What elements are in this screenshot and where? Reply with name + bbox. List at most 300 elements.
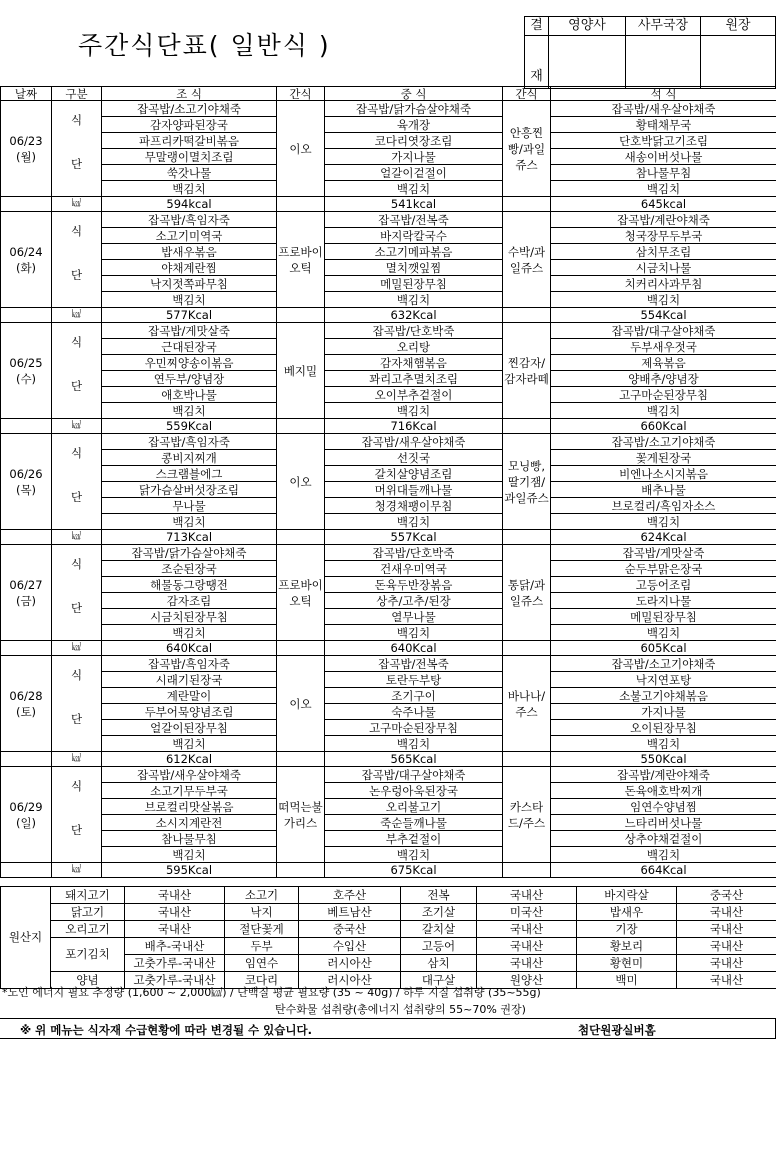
menu-row <box>1 466 776 482</box>
origin-cell: 백미 <box>577 972 677 989</box>
lunch-item: 메밀된장무침 <box>325 276 503 292</box>
dinner-item: 잡곡밥/계란야채죽 <box>551 212 776 228</box>
dinner-kcal: 550Kcal <box>551 752 776 767</box>
category-meal-bottom: 단 <box>70 268 83 282</box>
header-lunch: 중 식 <box>325 87 503 101</box>
menu-row <box>1 149 776 165</box>
breakfast-kcal: 559Kcal <box>102 419 277 434</box>
origin-cell: 국내산 <box>677 938 776 955</box>
dinner-item: 백김치 <box>551 625 776 641</box>
breakfast-item: 애호박나물 <box>102 387 277 403</box>
category-cell <box>52 545 102 641</box>
origin-cell: 국내산 <box>677 904 776 921</box>
menu-row <box>1 577 776 593</box>
dinner-item: 잡곡밥/소고기야채죽 <box>551 656 776 672</box>
kcal-label: ㎉ <box>52 863 102 878</box>
day-weekday: (수) <box>15 371 37 386</box>
day-cell-kcal-blank <box>1 752 52 767</box>
origin-cell: 코다리 <box>225 972 299 989</box>
menu-row <box>1 514 776 530</box>
lunch-kcal: 675Kcal <box>325 863 503 878</box>
approval-sign-director[interactable] <box>701 36 776 89</box>
menu-row <box>1 672 776 688</box>
origin-cell: 고등어 <box>401 938 477 955</box>
breakfast-item: 낙지젓쪽파무침 <box>102 276 277 292</box>
menu-row <box>1 355 776 371</box>
snack1-item: 프로바이오틱 <box>277 545 325 641</box>
snack1-item: 베지밀 <box>277 323 325 419</box>
dinner-kcal: 660Kcal <box>551 419 776 434</box>
approval-role-director: 원장 <box>701 17 776 36</box>
day-cell-kcal-blank <box>1 308 52 323</box>
lunch-item: 가지나물 <box>325 149 503 165</box>
menu-row <box>1 244 776 260</box>
breakfast-item: 소고기미역국 <box>102 228 277 244</box>
menu-row <box>1 815 776 831</box>
dinner-kcal: 645kcal <box>551 197 776 212</box>
kcal-label: ㎉ <box>52 752 102 767</box>
category-cell <box>52 212 102 308</box>
dinner-item: 백김치 <box>551 847 776 863</box>
breakfast-item: 브로컬리맛살볶음 <box>102 799 277 815</box>
snack1-item: 이오 <box>277 434 325 530</box>
dinner-item: 백김치 <box>551 292 776 308</box>
category-meal-top: 식 <box>70 557 83 571</box>
menu-row <box>1 498 776 514</box>
approval-sign-office-manager[interactable] <box>626 36 701 89</box>
lunch-item: 오이부추겉절이 <box>325 387 503 403</box>
lunch-kcal: 565Kcal <box>325 752 503 767</box>
menu-row <box>1 799 776 815</box>
lunch-item: 오리불고기 <box>325 799 503 815</box>
snack2-item: 찐감자/감자라떼 <box>503 323 551 419</box>
lunch-item: 조기구이 <box>325 688 503 704</box>
menu-header-row <box>1 87 776 101</box>
snack1-kcal-blank <box>277 197 325 212</box>
breakfast-item: 잡곡밥/새우살야채죽 <box>102 767 277 783</box>
lunch-item: 고구마순된장무침 <box>325 720 503 736</box>
kcal-label: ㎉ <box>52 641 102 656</box>
kcal-row <box>1 419 776 434</box>
header-date: 날짜 <box>1 87 52 101</box>
breakfast-item: 무말랭이멸치조림 <box>102 149 277 165</box>
dinner-item: 백김치 <box>551 403 776 419</box>
lunch-item: 백김치 <box>325 625 503 641</box>
origin-cell: 미국산 <box>477 904 577 921</box>
breakfast-item: 근대된장국 <box>102 339 277 355</box>
lunch-item: 소고기메파볶음 <box>325 244 503 260</box>
snack2-kcal-blank <box>503 752 551 767</box>
menu-row <box>1 450 776 466</box>
category-spacer <box>52 238 101 268</box>
lunch-item: 잡곡밥/전복죽 <box>325 656 503 672</box>
dinner-item: 오이된장무침 <box>551 720 776 736</box>
breakfast-item: 백김치 <box>102 514 277 530</box>
origin-cell: 호주산 <box>299 887 401 904</box>
dinner-item: 메밀된장무침 <box>551 609 776 625</box>
lunch-item: 잡곡밥/단호박죽 <box>325 323 503 339</box>
dinner-item: 잡곡밥/대구살야채죽 <box>551 323 776 339</box>
origin-cell: 닭고기 <box>51 904 125 921</box>
breakfast-kcal: 595Kcal <box>102 863 277 878</box>
menu-row <box>1 625 776 641</box>
dinner-item: 새송이버섯나물 <box>551 149 776 165</box>
menu-row <box>1 688 776 704</box>
breakfast-item: 소고기무두부국 <box>102 783 277 799</box>
menu-row <box>1 181 776 197</box>
lunch-item: 갈치살양념조림 <box>325 466 503 482</box>
origin-cell: 임연수 <box>225 955 299 972</box>
kcal-label: ㎉ <box>52 530 102 545</box>
dinner-item: 참나물무침 <box>551 165 776 181</box>
approval-label-top: 결 <box>525 17 549 36</box>
dinner-item: 삼치무조림 <box>551 244 776 260</box>
origin-cell: 전복 <box>401 887 477 904</box>
menu-row <box>1 228 776 244</box>
kcal-row <box>1 197 776 212</box>
origin-cell: 중국산 <box>677 887 776 904</box>
menu-row <box>1 831 776 847</box>
day-date: 06/24 <box>9 244 43 259</box>
breakfast-item: 잡곡밥/흑임자죽 <box>102 434 277 450</box>
category-spacer <box>52 682 101 712</box>
menu-row <box>1 323 776 339</box>
day-date: 06/28 <box>9 688 43 703</box>
menu-row <box>1 339 776 355</box>
breakfast-kcal: 640Kcal <box>102 641 277 656</box>
menu-row <box>1 387 776 403</box>
dinner-item: 낙지연포탕 <box>551 672 776 688</box>
lunch-item: 죽순들깨나물 <box>325 815 503 831</box>
dinner-item: 청국장무두부국 <box>551 228 776 244</box>
menu-row <box>1 260 776 276</box>
snack2-kcal-blank <box>503 530 551 545</box>
footer <box>0 1018 776 1039</box>
origin-cell: 원양산 <box>477 972 577 989</box>
dinner-item: 상추야채겉절이 <box>551 831 776 847</box>
snack1-item: 이오 <box>277 101 325 197</box>
menu-row <box>1 434 776 450</box>
dinner-item: 백김치 <box>551 736 776 752</box>
breakfast-item: 스크램블에그 <box>102 466 277 482</box>
snack1-kcal-blank <box>277 530 325 545</box>
lunch-item: 부추겉절이 <box>325 831 503 847</box>
dinner-item: 백김치 <box>551 514 776 530</box>
snack2-kcal-blank <box>503 641 551 656</box>
lunch-item: 숙주나물 <box>325 704 503 720</box>
lunch-kcal: 557Kcal <box>325 530 503 545</box>
lunch-item: 감자채햄볶음 <box>325 355 503 371</box>
snack2-kcal-blank <box>503 308 551 323</box>
lunch-item: 잡곡밥/닭가슴살야채죽 <box>325 101 503 117</box>
origin-cell: 돼지고기 <box>51 887 125 904</box>
lunch-item: 육개장 <box>325 117 503 133</box>
category-spacer <box>52 793 101 823</box>
category-meal-bottom: 단 <box>70 601 83 615</box>
day-date: 06/26 <box>9 466 43 481</box>
origin-cell: 배추-국내산 <box>125 938 225 955</box>
origin-cell: 국내산 <box>125 921 225 938</box>
origin-cell: 국내산 <box>677 955 776 972</box>
dinner-item: 도라지나물 <box>551 593 776 609</box>
menu-row <box>1 482 776 498</box>
breakfast-item: 백김치 <box>102 403 277 419</box>
dinner-item: 순두부맑은장국 <box>551 561 776 577</box>
breakfast-kcal: 577Kcal <box>102 308 277 323</box>
breakfast-item: 연두부/양념장 <box>102 371 277 387</box>
snack1-kcal-blank <box>277 863 325 878</box>
menu-change-notice: ※ 위 메뉴는 식자재 수급현황에 따라 변경될 수 있습니다. <box>20 1023 312 1037</box>
dinner-item: 돈육애호박찌개 <box>551 783 776 799</box>
category-meal-top: 식 <box>70 668 83 682</box>
day-weekday: (토) <box>15 704 37 719</box>
day-cell <box>1 545 52 641</box>
dinner-item: 시금치나물 <box>551 260 776 276</box>
dinner-item: 꽃게된장국 <box>551 450 776 466</box>
dinner-item: 고구마순된장무침 <box>551 387 776 403</box>
breakfast-item: 밥새우볶음 <box>102 244 277 260</box>
breakfast-item: 닭가슴살버섯장조림 <box>102 482 277 498</box>
origin-kimchi-label: 포기김치 <box>51 938 125 972</box>
menu-row <box>1 720 776 736</box>
snack1-item: 프로바이오틱 <box>277 212 325 308</box>
menu-row <box>1 403 776 419</box>
lunch-item: 논우렁아욱된장국 <box>325 783 503 799</box>
nutrition-note-line2: 탄수화물 섭취량(총에너지 섭취량의 55~70% 권장) <box>275 1003 526 1016</box>
category-meal-bottom: 단 <box>70 712 83 726</box>
day-date: 06/27 <box>9 577 43 592</box>
dinner-item: 잡곡밥/새우살야채죽 <box>551 101 776 117</box>
header-category: 구분 <box>52 87 102 101</box>
origin-cell: 러시아산 <box>299 955 401 972</box>
breakfast-kcal: 594kcal <box>102 197 277 212</box>
day-weekday: (화) <box>15 260 37 275</box>
snack1-kcal-blank <box>277 419 325 434</box>
menu-row <box>1 704 776 720</box>
snack2-kcal-blank <box>503 419 551 434</box>
breakfast-item: 콩비지찌개 <box>102 450 277 466</box>
approval-sign-dietitian[interactable] <box>549 36 626 89</box>
snack1-kcal-blank <box>277 641 325 656</box>
category-spacer <box>52 127 101 157</box>
menu-row <box>1 101 776 117</box>
origin-cell: 기장 <box>577 921 677 938</box>
origin-cell: 국내산 <box>677 921 776 938</box>
lunch-item: 상추/고추/된장 <box>325 593 503 609</box>
snack2-item: 바나나/주스 <box>503 656 551 752</box>
snack2-item: 수박/과일쥬스 <box>503 212 551 308</box>
day-cell <box>1 212 52 308</box>
dinner-item: 잡곡밥/계란야채죽 <box>551 767 776 783</box>
category-cell <box>52 101 102 197</box>
origin-cell: 중국산 <box>299 921 401 938</box>
day-cell-kcal-blank <box>1 197 52 212</box>
lunch-item: 코다리엿장조림 <box>325 133 503 149</box>
lunch-item: 백김치 <box>325 847 503 863</box>
menu-row <box>1 133 776 149</box>
day-date: 06/29 <box>9 799 43 814</box>
day-cell <box>1 323 52 419</box>
snack2-item: 모닝빵,딸기잼/과일쥬스 <box>503 434 551 530</box>
day-weekday: (목) <box>15 482 37 497</box>
snack1-item: 떠먹는불가리스 <box>277 767 325 863</box>
breakfast-item: 무나물 <box>102 498 277 514</box>
lunch-item: 백김치 <box>325 736 503 752</box>
category-cell <box>52 767 102 863</box>
menu-row <box>1 783 776 799</box>
kcal-row <box>1 752 776 767</box>
lunch-item: 청경채팽이무침 <box>325 498 503 514</box>
kcal-label: ㎉ <box>52 197 102 212</box>
dinner-item: 잡곡밥/소고기야채죽 <box>551 434 776 450</box>
kcal-row <box>1 641 776 656</box>
menu-row <box>1 736 776 752</box>
category-meal-top: 식 <box>70 779 83 793</box>
lunch-item: 백김치 <box>325 403 503 419</box>
lunch-item: 건새우미역국 <box>325 561 503 577</box>
menu-row <box>1 292 776 308</box>
day-weekday: (금) <box>15 593 37 608</box>
snack1-kcal-blank <box>277 308 325 323</box>
origin-cell: 베트남산 <box>299 904 401 921</box>
breakfast-item: 감자조림 <box>102 593 277 609</box>
lunch-item: 백김치 <box>325 292 503 308</box>
lunch-item: 얼갈이겉절이 <box>325 165 503 181</box>
organization-name: 첨단원광실버홈 <box>578 1023 656 1037</box>
day-date: 06/23 <box>9 133 43 148</box>
header-snack2: 간식 <box>503 87 551 101</box>
menu-row <box>1 593 776 609</box>
dinner-item: 백김치 <box>551 181 776 197</box>
page-title: 주간식단표( 일반식 ) <box>78 31 331 60</box>
dinner-kcal: 554Kcal <box>551 308 776 323</box>
dinner-item: 느타리버섯나물 <box>551 815 776 831</box>
breakfast-item: 해물동그랑땡전 <box>102 577 277 593</box>
snack2-kcal-blank <box>503 863 551 878</box>
snack2-item: 안흥찐빵/과일쥬스 <box>503 101 551 197</box>
origin-cell: 바지락살 <box>577 887 677 904</box>
breakfast-item: 쑥갓나물 <box>102 165 277 181</box>
day-weekday: (월) <box>15 149 37 164</box>
day-weekday: (일) <box>15 815 37 830</box>
category-meal-top: 식 <box>70 113 83 127</box>
breakfast-item: 우민찌양송이볶음 <box>102 355 277 371</box>
origin-cell: 양념 <box>51 972 125 989</box>
origin-cell: 국내산 <box>125 887 225 904</box>
lunch-item: 멸치깻잎찜 <box>325 260 503 276</box>
header-dinner: 석 식 <box>551 87 776 101</box>
category-meal-bottom: 단 <box>70 157 83 171</box>
dinner-kcal: 664Kcal <box>551 863 776 878</box>
breakfast-item: 조순된장국 <box>102 561 277 577</box>
menu-row <box>1 371 776 387</box>
lunch-item: 잡곡밥/전복죽 <box>325 212 503 228</box>
dinner-item: 치커리사과무침 <box>551 276 776 292</box>
category-meal-top: 식 <box>70 446 83 460</box>
breakfast-item: 백김치 <box>102 292 277 308</box>
origin-cell: 두부 <box>225 938 299 955</box>
origin-cell: 국내산 <box>477 955 577 972</box>
dinner-item: 브로컬리/흑임자소스 <box>551 498 776 514</box>
origin-cell: 국내산 <box>477 938 577 955</box>
day-cell <box>1 767 52 863</box>
category-meal-top: 식 <box>70 224 83 238</box>
menu-row <box>1 276 776 292</box>
breakfast-item: 잡곡밥/게맛살죽 <box>102 323 277 339</box>
lunch-item: 오리탕 <box>325 339 503 355</box>
dinner-item: 황태채무국 <box>551 117 776 133</box>
day-cell-kcal-blank <box>1 530 52 545</box>
kcal-label: ㎉ <box>52 419 102 434</box>
day-cell-kcal-blank <box>1 419 52 434</box>
origin-table <box>0 886 776 989</box>
origin-cell: 고춧가루-국내산 <box>125 955 225 972</box>
origin-cell: 황보리 <box>577 938 677 955</box>
category-meal-bottom: 단 <box>70 490 83 504</box>
lunch-item: 잡곡밥/대구살야채죽 <box>325 767 503 783</box>
breakfast-item: 얼갈이된장무침 <box>102 720 277 736</box>
breakfast-item: 시금치된장무침 <box>102 609 277 625</box>
dinner-kcal: 624Kcal <box>551 530 776 545</box>
day-cell-kcal-blank <box>1 863 52 878</box>
lunch-kcal: 716Kcal <box>325 419 503 434</box>
origin-cell: 갈치살 <box>401 921 477 938</box>
menu-row <box>1 609 776 625</box>
approval-box <box>524 16 776 89</box>
kcal-row <box>1 863 776 878</box>
dinner-item: 가지나물 <box>551 704 776 720</box>
header-breakfast: 조 식 <box>102 87 277 101</box>
day-cell <box>1 101 52 197</box>
origin-cell: 국내산 <box>677 972 776 989</box>
category-meal-top: 식 <box>70 335 83 349</box>
dinner-item: 고등어조림 <box>551 577 776 593</box>
origin-cell: 수입산 <box>299 938 401 955</box>
breakfast-item: 잡곡밥/닭가슴살야채죽 <box>102 545 277 561</box>
dinner-item: 두부새우젓국 <box>551 339 776 355</box>
origin-cell: 삼치 <box>401 955 477 972</box>
dinner-item: 임연수양념찜 <box>551 799 776 815</box>
breakfast-item: 잡곡밥/흑임자죽 <box>102 656 277 672</box>
approval-label-bottom: 재 <box>525 36 549 89</box>
dinner-item: 제육볶음 <box>551 355 776 371</box>
origin-cell: 오리고기 <box>51 921 125 938</box>
snack2-item: 카스타드/주스 <box>503 767 551 863</box>
origin-cell: 낙지 <box>225 904 299 921</box>
origin-label: 원산지 <box>1 887 51 989</box>
lunch-item: 백김치 <box>325 181 503 197</box>
lunch-item: 백김치 <box>325 514 503 530</box>
dinner-kcal: 605Kcal <box>551 641 776 656</box>
breakfast-kcal: 612Kcal <box>102 752 277 767</box>
menu-row <box>1 165 776 181</box>
lunch-item: 토란두부탕 <box>325 672 503 688</box>
snack2-item: 통닭/과일쥬스 <box>503 545 551 641</box>
snack1-item: 이오 <box>277 656 325 752</box>
origin-cell: 황현미 <box>577 955 677 972</box>
breakfast-item: 소시지계란전 <box>102 815 277 831</box>
category-meal-bottom: 단 <box>70 823 83 837</box>
lunch-kcal: 632Kcal <box>325 308 503 323</box>
dinner-item: 잡곡밥/게맛살죽 <box>551 545 776 561</box>
category-cell <box>52 434 102 530</box>
breakfast-item: 감자양파된장국 <box>102 117 277 133</box>
origin-cell: 국내산 <box>477 921 577 938</box>
breakfast-item: 백김치 <box>102 847 277 863</box>
breakfast-item: 잡곡밥/흑임자죽 <box>102 212 277 228</box>
day-cell <box>1 656 52 752</box>
lunch-kcal: 640Kcal <box>325 641 503 656</box>
